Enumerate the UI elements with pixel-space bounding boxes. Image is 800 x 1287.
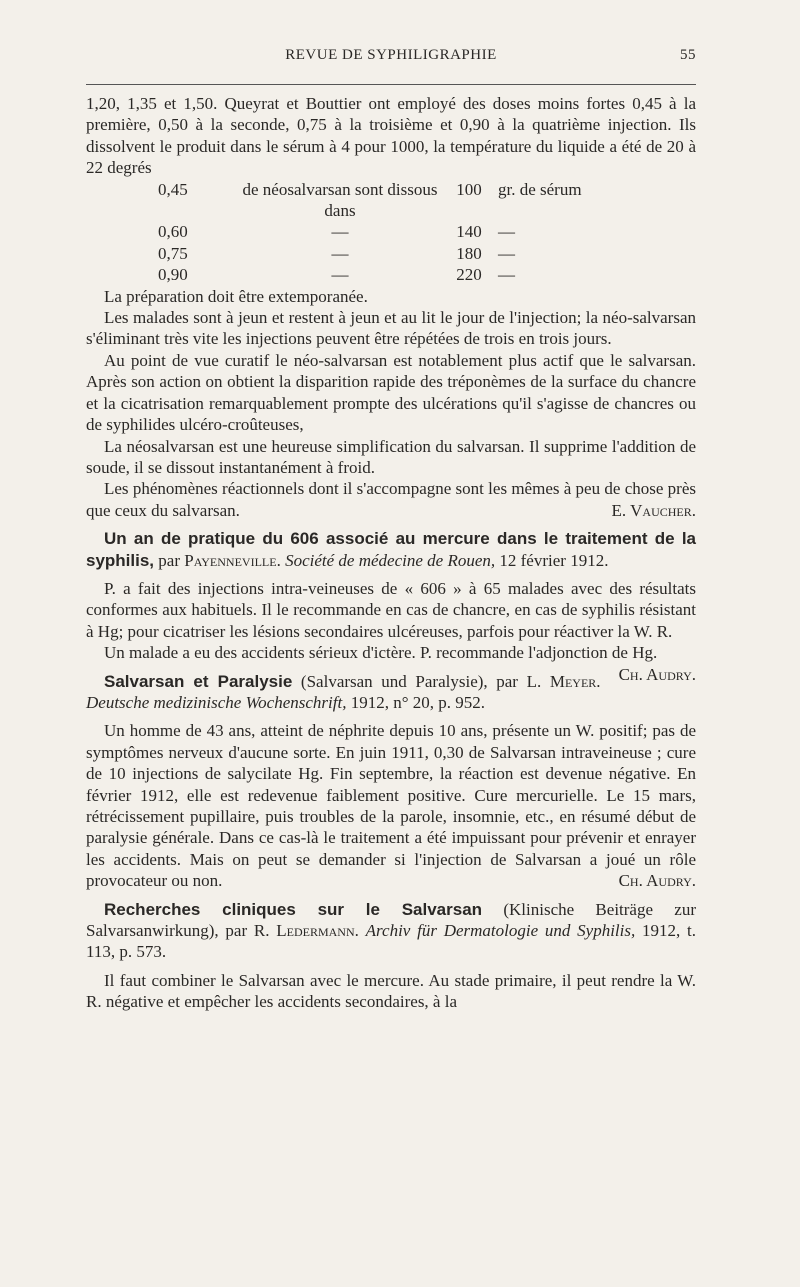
article-2-ref: 1912, n° 20, p. 952. bbox=[346, 692, 486, 712]
volume-cell: 220 bbox=[456, 265, 482, 285]
signature-vaucher: E. Vaucher. bbox=[611, 500, 696, 520]
article-3-title: Recherches cliniques sur le Salvarsan bbox=[104, 899, 483, 919]
article-3-ref: 1912, t. 113, p. 573. bbox=[86, 921, 696, 962]
text-cell: — bbox=[331, 222, 349, 242]
volume-cell: 100 bbox=[456, 179, 482, 199]
running-header bbox=[86, 47, 696, 77]
intro-paragraph-2: La préparation doit être extemporanée. bbox=[104, 286, 368, 306]
unit-cell: — bbox=[498, 222, 515, 242]
article-3-paragraph-1: Il faut combiner le Salvarsan avec le mercure. Au stade primaire, il peut rendre la W. R. négative et empêcher les accidents secondaires, à la bbox=[86, 970, 696, 1012]
dose-cell: 0,45 bbox=[158, 179, 188, 199]
intro-paragraph-3: Les malades sont à jeun et restent à jeun et au lit le jour de l'injection; la néo-salvarsan s'éliminant très vite les injections peuvent être répétées de trois en trois jours. bbox=[86, 308, 696, 349]
signature-audry-2: Ch. Audry. bbox=[618, 871, 696, 891]
page-body bbox=[86, 93, 696, 1013]
article-2-paragraph-1 bbox=[86, 720, 696, 891]
article-2-subtitle: (Salvarsan und Paralysie), par bbox=[292, 671, 527, 691]
article-1-author: Payenneville. bbox=[184, 550, 281, 570]
article-1-by: par bbox=[154, 550, 185, 570]
volume-cell: 180 bbox=[456, 243, 482, 263]
text-cell: de néosalvarsan sont dissous dans bbox=[242, 179, 438, 221]
article-2-source: Deutsche medizinische Wochenschrift, bbox=[86, 692, 347, 712]
article-2-title: Salvarsan et Paralysie bbox=[104, 671, 293, 691]
article-1-source: Société de médecine de Rouen, bbox=[285, 550, 496, 570]
intro-paragraph-6-text: Les phénomènes réactionnels dont il s'accompagne sont les mêmes à peu de chose près que ceux du salvarsan. bbox=[86, 479, 696, 520]
volume-cell: 140 bbox=[456, 222, 482, 242]
article-1-date: 12 février 1912. bbox=[495, 550, 609, 570]
signature-audry-1: Ch. Audry. bbox=[618, 664, 696, 684]
intro-paragraph-6 bbox=[86, 478, 696, 521]
dose-row bbox=[158, 243, 608, 264]
unit-cell: — bbox=[498, 265, 515, 285]
article-1-heading bbox=[86, 528, 696, 571]
article-3-heading bbox=[86, 899, 696, 963]
text-cell: — bbox=[331, 243, 349, 263]
dose-row bbox=[158, 179, 608, 222]
article-2-author: L. Meyer. bbox=[526, 671, 601, 691]
dose-row bbox=[158, 221, 608, 242]
page-number: 55 bbox=[680, 47, 696, 63]
intro-paragraph: 1,20, 1,35 et 1,50. Queyrat et Bouttier ont employé des doses moins fortes 0,45 à la première, 0,50 à la seconde, 0,75 à la troisième et 0,90 à la quatrième injection. Ils dissolvent le produit dans le sérum à 4 pour 1000, la température du liquide a été de 20 à 22 degrés bbox=[86, 94, 696, 178]
intro-paragraph-5: La néosalvarsan est une heureuse simplification du salvarsan. Il supprime l'addition de soude, il se dissout instantanément à froid. bbox=[86, 436, 696, 477]
article-2-paragraph-1-text: Un homme de 43 ans, atteint de néphrite depuis 10 ans, présente un W. positif; pas de symptômes nerveux d'aucune sorte. En juin 1911, 0,30 de Salvarsan intraveineuse ; cure de 10 injections de salycilate Hg. Fin septembre, la réaction est devenue négative. En février 1912, elle est redevenue faiblement positive. Cure mercurielle. Le 15 mars, rétrécissement pupillaire, puis troubles de la parole, insomnie, etc., en résumé début de paralysie générale. Dans ce cas-là le traitement a été impuissant pour prévenir et enrayer les accidents. Mais on peut se demander si l'injection de Salvarsan a joué un rôle provocateur ou non. bbox=[86, 721, 696, 891]
unit-cell: gr. de sérum bbox=[498, 179, 582, 199]
dose-cell: 0,90 bbox=[158, 265, 188, 285]
header-rule bbox=[86, 84, 696, 85]
unit-cell: — bbox=[498, 243, 515, 263]
dose-cell: 0,75 bbox=[158, 243, 188, 263]
article-3-source: Archiv für Dermatologie und Syphilis, bbox=[365, 921, 636, 941]
dose-row bbox=[158, 264, 608, 285]
article-1-paragraph-1: P. a fait des injections intra-veineuses de « 606 » à 65 malades avec des résultats conformes aux habituels. Il le recommande en cas de chancre, en cas de syphilis résistant à Hg; pour cicatriser les lésions secondaires ulcéreuses, parfois pour réactiver la W. R. bbox=[86, 578, 696, 641]
journal-title: REVUE DE SYPHILIGRAPHIE bbox=[285, 47, 497, 63]
article-3-author: R. Ledermann. bbox=[253, 921, 359, 941]
article-1-title: Un an de pratique du 606 associé au mercure dans le traitement de la syphilis, bbox=[86, 529, 696, 570]
text-cell: — bbox=[331, 265, 349, 285]
article-3-subtitle: (Klinische Beiträge zur Salvarsanwirkung), par bbox=[86, 899, 697, 941]
dose-cell: 0,60 bbox=[158, 222, 188, 242]
dose-table bbox=[158, 179, 608, 286]
intro-paragraph-4: Au point de vue curatif le néo-salvarsan est notablement plus actif que le salvarsan. Après son action on obtient la disparition rapide des tréponèmes de la surface du chancre et la cicatrisation remarquablement prompte des ulcérations qu'il s'agisse de chancres ou de syphilides ulcéro-croûteuses, bbox=[86, 350, 696, 435]
article-1-paragraph-2-text: Un malade a eu des accidents sérieux d'ictère. P. recommande l'adjonction de Hg. bbox=[104, 643, 658, 663]
